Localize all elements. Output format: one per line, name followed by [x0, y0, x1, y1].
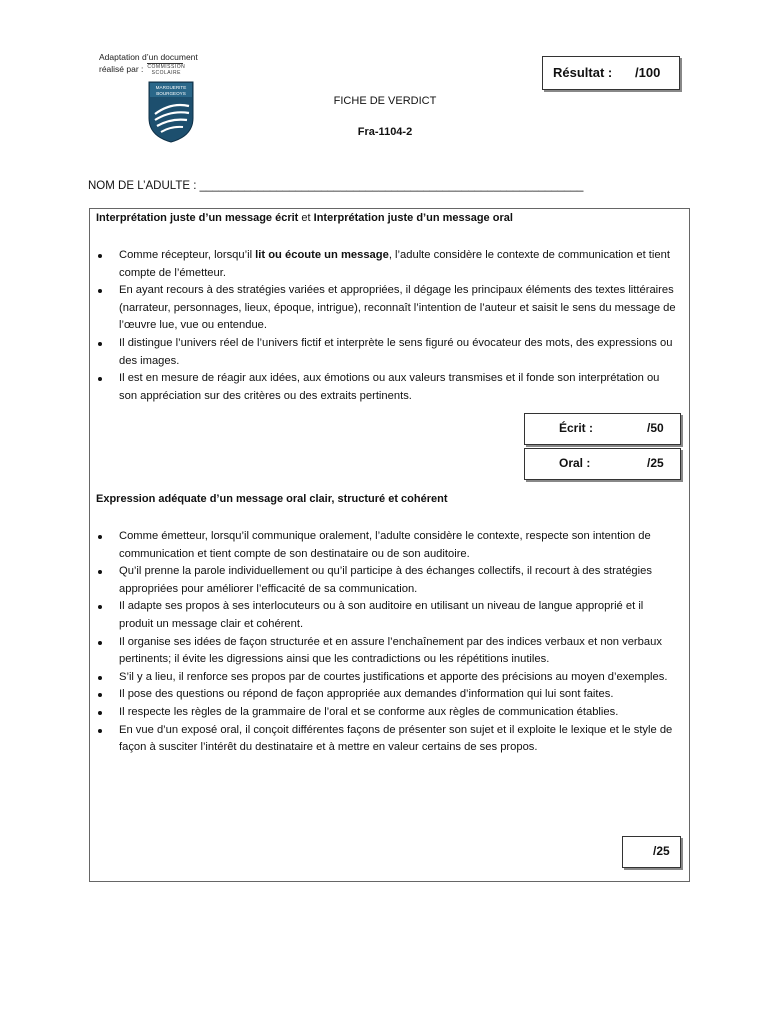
logo-text-1: MARGUERITE	[155, 85, 187, 90]
section2-item-8: En vue d’un exposé oral, il conçoit différentes façons de présenter son sujet et il exploite le lexique et le style de façon à susciter l’intérêt du destinataire et à mettre en valeur certains de ses propos.	[96, 722, 678, 757]
oral-score-box	[524, 448, 681, 480]
adaptation-note	[99, 52, 198, 76]
section2-item-2: Qu’il prenne la parole individuellement ou qu’il participe à des échanges collectifs, il recourt à des stratégies appropriées pour améliorer l’efficacité de sa communication.	[96, 563, 678, 598]
section2-item-1: Comme émetteur, lorsqu’il communique oralement, l’adulte considère le contexte, respecte son intention de communication et tient compte de son destinataire ou de son auditoire.	[96, 528, 678, 563]
oral-expression-score: /25	[653, 844, 670, 858]
section2-item-7: Il respecte les règles de la grammaire de l’oral et se conforme aux règles de communication établies.	[96, 704, 678, 722]
section1-title	[96, 212, 513, 224]
oral-label: Oral :	[559, 456, 591, 470]
ecrit-value: /50	[647, 421, 664, 435]
form-title: FICHE DE VERDICT	[333, 95, 437, 107]
section1-item-2: En ayant recours à des stratégies variées et appropriées, il dégage les principaux éléments des textes littéraires (narrateur, personnages, lieux, époque, intrigue), reconnaît l’intention de l’auteur et saisit le sens du message de l’œuvre lue, vue ou entendue.	[96, 282, 678, 335]
result-box	[542, 56, 680, 90]
result-value: /100	[635, 65, 661, 80]
section2-title: Expression adéquate d’un message oral clair, structuré et cohérent	[96, 493, 448, 505]
section1-title-part2: Interprétation juste d’un message oral	[313, 212, 513, 224]
section2-item-4: Il organise ses idées de façon structurée et en assure l’enchaînement par des indices verbaux et non verbaux pertinents; il évite les digressions ainsi que les contradictions ou les répétitions inutiles.	[96, 634, 678, 669]
section1-item-1-bold: lit ou écoute un message	[255, 249, 389, 261]
adaptation-line-2: réalisé par :	[99, 64, 144, 74]
logo-text-2: BOURGEOYS	[156, 91, 186, 96]
ecrit-label: Écrit :	[559, 421, 594, 435]
section1-title-joiner: et	[298, 212, 314, 224]
section1-item-4: Il est en mesure de réagir aux idées, aux émotions ou aux valeurs transmises et il fonde son interprétation ou son appréciation sur des critères ou des extraits pertinents.	[96, 370, 678, 405]
adult-name-label: NOM DE L’ADULTE :	[88, 180, 197, 192]
oral-value: /25	[647, 456, 664, 470]
adult-name-field[interactable]	[88, 180, 583, 192]
section1-title-part1: Interprétation juste d’un message écrit	[96, 212, 299, 224]
org-name-line-2: SCOLAIRE	[151, 70, 181, 76]
section2-item-6: Il pose des questions ou répond de façon appropriée aux demandes d’information qui lui sont faites.	[96, 686, 678, 704]
course-code: Fra-1104-2	[357, 126, 413, 138]
result-label: Résultat :	[553, 65, 613, 80]
school-board-logo	[147, 80, 195, 144]
oral-expression-score-box	[622, 836, 681, 868]
adult-name-blank[interactable]: ____________________________________________________________	[199, 180, 584, 192]
section2-item-5: S’il y a lieu, il renforce ses propos par de courtes justifications et apporte des précisions au moyen d’exemples.	[96, 669, 678, 687]
section2-item-3: Il adapte ses propos à ses interlocuteurs ou à son auditoire en utilisant un niveau de langue approprié et il produit un message clair et cohérent.	[96, 598, 678, 633]
ecrit-score-box	[524, 413, 681, 445]
section1-list	[96, 247, 678, 405]
section1-item-1: Comme récepteur, lorsqu’il lit ou écoute un message, l’adulte considère le contexte de communication et tient compte de l’émetteur.	[96, 247, 678, 282]
org-name-line-1: COMMISSION	[147, 64, 186, 70]
section2-list	[96, 528, 678, 757]
adaptation-line-1: Adaptation d’un document	[99, 52, 198, 62]
section1-item-3: Il distingue l’univers réel de l’univers fictif et interprète le sens figuré ou évocateur des mots, des expressions ou des images.	[96, 335, 678, 370]
